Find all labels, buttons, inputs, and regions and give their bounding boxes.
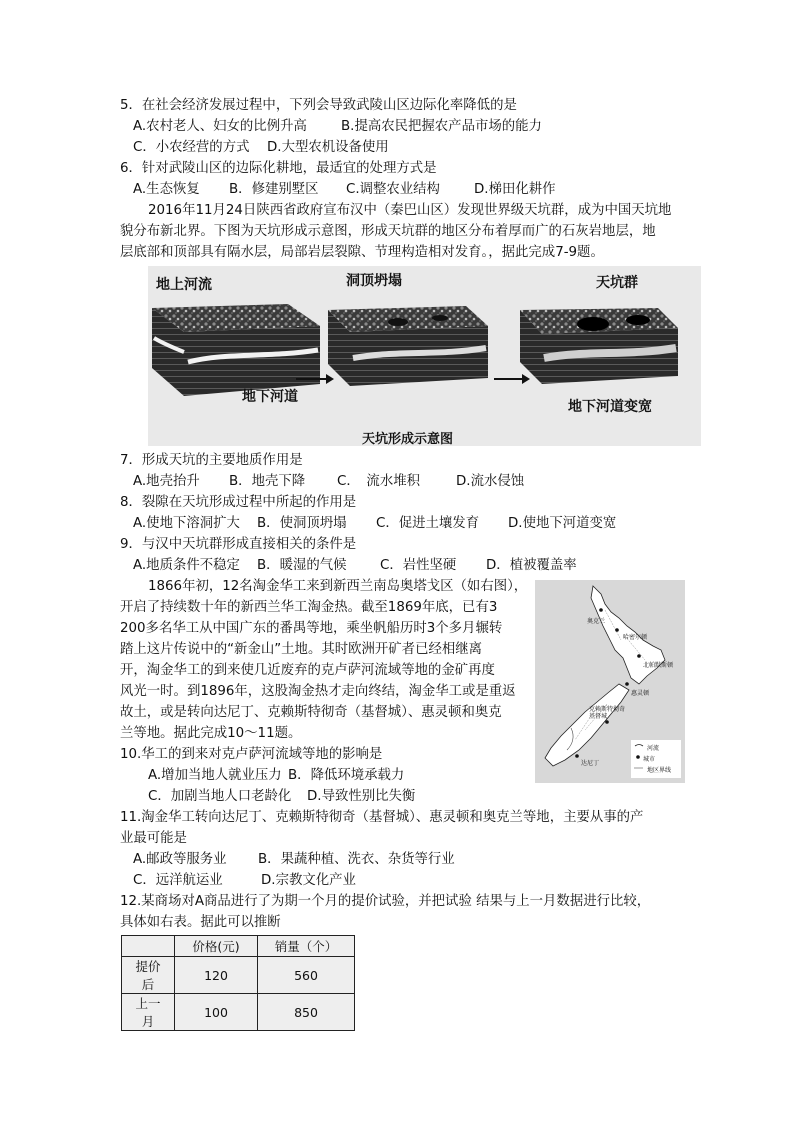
new-zealand-map (535, 580, 685, 783)
q9-stem: 9．与汉中天坑群形成直接相关的条件是 (120, 537, 357, 552)
block-cave-collapse (328, 306, 488, 386)
q5-option-b: B.提高农民把握农产品市场的能力 (341, 119, 542, 134)
q10-option-b: B．降低环境承载力 (288, 768, 405, 783)
map-city-auckland: 奥克兰 (587, 618, 606, 625)
table-header-row (122, 936, 355, 957)
q11-options-row2 (133, 871, 356, 891)
q8-stem: 8．裂隙在天坑形成过程中所起的作用是 (120, 495, 357, 510)
passage2-line1: 1866年初，12名淘金华工来到新西兰南岛奥塔戈区（如右图）， (148, 579, 528, 594)
q10-option-a: A.增加当地人就业压力 (148, 768, 282, 783)
q12-stem-line1: 12.某商场对A商品进行了为期一个月的提价试验，并把试验 结果与上一月数据进行比较， (120, 894, 651, 909)
q8-option-a: A.使地下溶洞扩大 (133, 516, 240, 531)
map-legend-border: 地区界线 (647, 767, 672, 774)
q11-option-b: B．果蔬种植、洗衣、杂货等行业 (258, 852, 455, 867)
q10-option-c: C．加剧当地人口老龄化 (148, 789, 292, 804)
q5-option-a: A.农村老人、妇女的比例升高 (133, 119, 307, 134)
q8-option-b: B．使洞顶坍塌 (257, 516, 347, 531)
table-cell: 上一月 (122, 994, 175, 1031)
q11-options-row1 (133, 850, 455, 870)
table-header-cell (122, 936, 175, 957)
map-legend-city: 城市 (643, 756, 656, 763)
q8-option-d: D.使地下河道变宽 (508, 516, 617, 531)
map-city-hamilton: 哈密尔顿 (623, 634, 648, 641)
q5-option-d: D.大型农机设备使用 (267, 140, 389, 155)
q7-stem: 7．形成天坑的主要地质作用是 (120, 453, 303, 468)
q11-option-c: C．远洋航运业 (133, 873, 223, 888)
q6-options (133, 180, 556, 200)
passage2-line2: 开启了持续数十年的新西兰华工淘金热。截至1869年底，已有3 (120, 600, 498, 615)
q5-option-c: C．小农经营的方式 (133, 140, 250, 155)
table-cell: 120 (175, 957, 258, 994)
map-drawing (535, 580, 685, 783)
table-header-cell: 销量（个） (258, 936, 355, 957)
table-row (122, 994, 355, 1031)
q9-option-c: C．岩性坚硬 (380, 558, 457, 573)
figure1-label-cave-collapse: 洞顶坍塌 (346, 273, 402, 289)
q10-option-d: D.导致性别比失衡 (307, 789, 416, 804)
q10-options-row2 (148, 787, 415, 807)
q5-stem: 5．在社会经济发展过程中，下列会导致武陵山区边际化率降低的是 (120, 98, 517, 113)
table-header-cell: 价格(元) (175, 936, 258, 957)
figure1-label-tiankeng-group: 天坑群 (596, 275, 638, 291)
q5-options-row2 (133, 138, 389, 158)
table-cell: 提价后 (122, 957, 175, 994)
q8-option-c: C．促进土壤发育 (376, 516, 480, 531)
q7-option-b: B．地壳下降 (229, 474, 306, 489)
arrow-icon (494, 378, 524, 380)
q9-option-d: D．植被覆盖率 (486, 558, 577, 573)
q6-option-c: C.调整农业结构 (346, 182, 440, 197)
price-sales-table (121, 935, 355, 1031)
q9-options (133, 556, 577, 576)
passage2-line3: 200多名华工从中国广东的番禺等地，乘坐帆船历时3个多月辗转 (120, 621, 503, 636)
figure1-caption: 天坑形成示意图 (362, 432, 454, 446)
passage2-line6: 风光一时。到1896年，这股淘金热才走向终结，淘金华工或是重返 (120, 684, 516, 699)
figure1-label-river-widens: 地下河道变宽 (568, 399, 652, 415)
q11-option-a: A.邮政等服务业 (133, 852, 227, 867)
passage1-line2: 貌分布新北界。下图为天坑形成示意图，形成天坑群的地区分布着厚而广的石灰岩地层，地 (120, 224, 656, 239)
table-cell: 560 (258, 957, 355, 994)
figure1-label-surface-river: 地上河流 (156, 277, 212, 293)
table-row (122, 957, 355, 994)
q9-option-b: B．暖湿的气候 (257, 558, 347, 573)
q7-option-a: A.地壳抬升 (133, 474, 200, 489)
passage2-line5: 开，淘金华工的到来使几近废弃的克卢萨河流域等地的金矿再度 (120, 663, 495, 678)
block-surface-river (152, 304, 320, 396)
q12-stem-line2: 具体如右表。据此可以推断 (120, 915, 281, 930)
q6-option-a: A.生态恢复 (133, 182, 200, 197)
q11-stem-line2: 业最可能是 (120, 831, 187, 846)
map-city-christchurch: 克赖斯特彻奇 基督城 (589, 706, 626, 720)
q5-options-row1 (133, 117, 542, 137)
map-city-palmerston-north: 北帕默斯顿 (643, 662, 674, 669)
q10-options-row1 (148, 766, 404, 786)
passage2-line7: 故土，或是转向达尼丁、克赖斯特彻奇（基督城）、惠灵顿和奥克 (120, 705, 502, 720)
q8-options (133, 514, 616, 534)
q7-options (133, 472, 524, 492)
arrow-icon (296, 378, 328, 380)
passage2-line4: 踏上这片传说中的“新金山”土地。其时欧洲开矿者已经相继离 (120, 642, 483, 657)
q6-option-b: B．修建别墅区 (229, 182, 319, 197)
map-legend-river: 河流 (647, 745, 660, 752)
map-city-dunedin: 达尼丁 (581, 760, 600, 767)
q9-option-a: A.地质条件不稳定 (133, 558, 240, 573)
q6-stem: 6．针对武陵山区的边际化耕地，最适宜的处理方式是 (120, 161, 437, 176)
passage2-line8: 兰等地。据此完成10～11题。 (120, 726, 302, 741)
map-city-wellington: 惠灵顿 (631, 690, 650, 697)
passage1-line1: 2016年11月24日陕西省政府宣布汉中（秦巴山区）发现世界级天坑群，成为中国天坑地 (148, 203, 672, 218)
figure1-label-underground-river: 地下河道 (242, 389, 298, 405)
q10-stem: 10.华工的到来对克卢萨河流域等地的影响是 (120, 747, 383, 762)
q11-option-d: D.宗教文化产业 (261, 873, 356, 888)
q7-option-c: C． 流水堆积 (337, 474, 420, 489)
block-tiankeng-group (520, 308, 678, 384)
passage1-line3: 层底部和顶部具有隔水层，局部岩层裂隙、节理构造相对发育。，据此完成7-9题。 (120, 245, 604, 260)
table-cell: 850 (258, 994, 355, 1031)
q6-option-d: D.梯田化耕作 (474, 182, 556, 197)
q11-stem-line1: 11.淘金华工转向达尼丁、克赖斯特彻奇（基督城）、惠灵顿和奥克兰等地，主要从事的产 (120, 810, 644, 825)
tiankeng-blocks-drawing (148, 266, 701, 446)
tiankeng-formation-figure (148, 266, 701, 446)
table-cell: 100 (175, 994, 258, 1031)
q7-option-d: D.流水侵蚀 (456, 474, 525, 489)
